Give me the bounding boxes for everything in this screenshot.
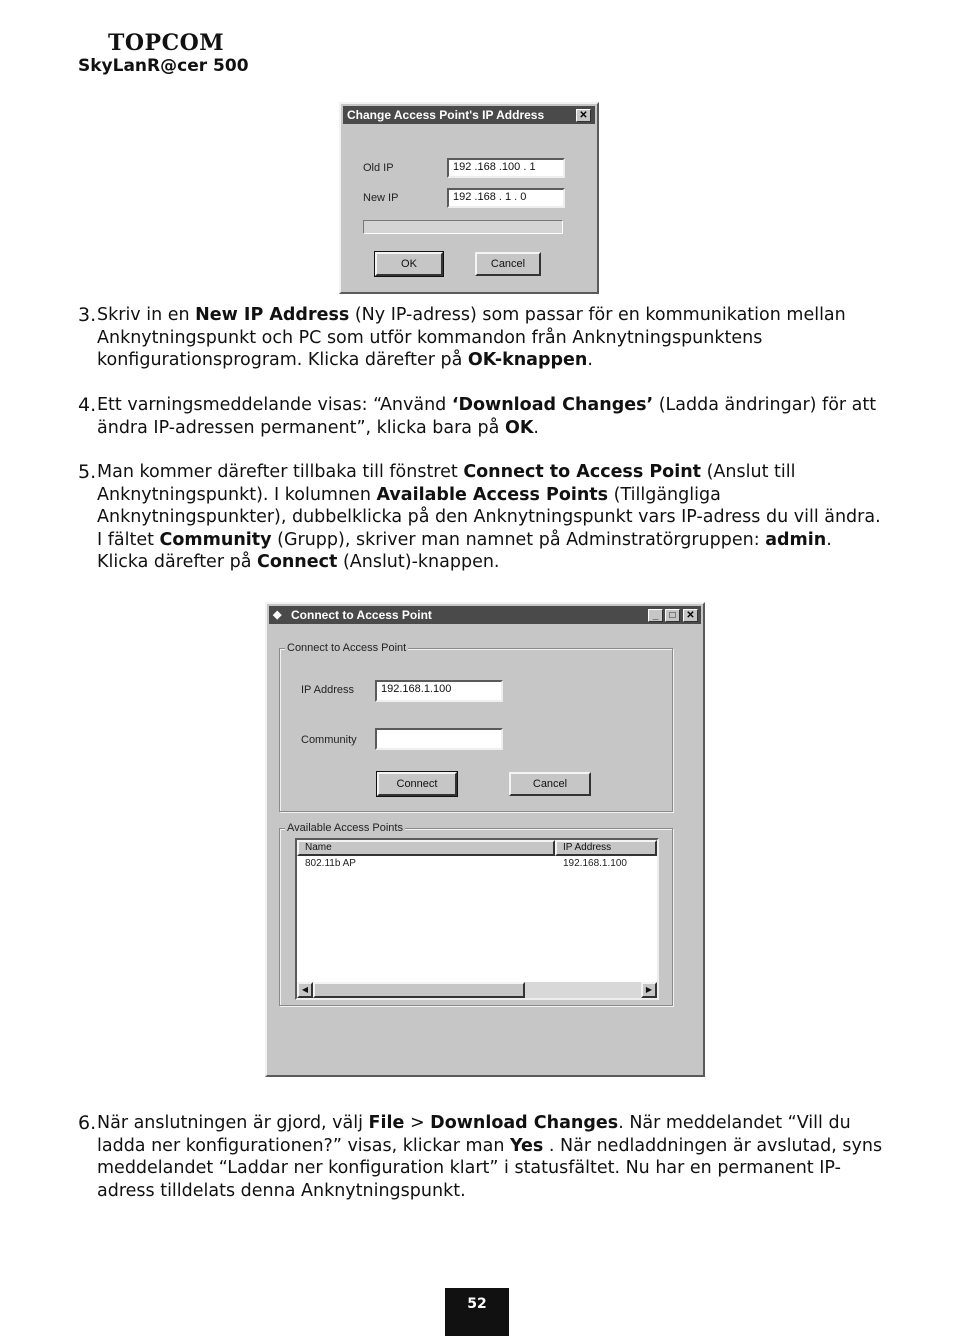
connect-titlebar [269, 606, 701, 624]
change-ip-title: Change Access Point's IP Address [347, 108, 545, 122]
available-ap-group-label: Available Access Points [287, 822, 403, 834]
connect-group-label: Connect to Access Point [287, 642, 407, 654]
column-header-ip[interactable]: IP Address [555, 840, 657, 856]
minimize-icon[interactable]: _ [648, 609, 663, 622]
ok-button[interactable]: OK [375, 252, 443, 276]
close-icon[interactable]: ✕ [576, 109, 591, 122]
step-5 [78, 461, 888, 574]
step-3-text: Skriv in en New IP Address (Ny IP-adress) som passar för en kommunikation mellan Anknytningspunkt och PC som utför kommandon från Anknytningspunktens konfigurationsprogram. Klicka därefter på OK-knappen. [97, 305, 846, 370]
ip-address-field[interactable]: 192.168.1.100 [375, 680, 503, 702]
scroll-left-icon[interactable]: ◀ [297, 982, 313, 998]
step-4 [78, 394, 888, 439]
step-5-number: 5. [78, 461, 97, 483]
change-ip-titlebar [343, 106, 595, 124]
brand-logo: TOPCOM [108, 30, 225, 56]
progress-bar [363, 220, 563, 234]
step-6-text: När anslutningen är gjord, välj File > Download Changes. När meddelandet “Vill du ladda ner konfigurationen?” visas, klickar man Yes . När nedladdningen är avslutad, syns meddelandet “Laddar ner konfiguration klart” i statusfältet. Nu har en permanent IP-adress tilldelats denna Anknytningspunkt. [97, 1113, 883, 1201]
maximize-icon[interactable]: □ [665, 609, 680, 622]
step-4-number: 4. [78, 394, 97, 416]
connect-button[interactable]: Connect [377, 772, 457, 796]
new-ip-label: New IP [363, 192, 399, 204]
step-4-text: Ett varningsmeddelande visas: “Använd ‘Download Changes’ (Ladda ändringar) för att ändra IP-adressen permanent”, klicka bara på OK. [97, 395, 877, 438]
step-6 [78, 1112, 888, 1202]
community-field[interactable] [375, 728, 503, 750]
step-3 [78, 304, 888, 372]
old-ip-field[interactable]: 192 .168 .100 . 1 [447, 158, 565, 178]
connect-title: Connect to Access Point [291, 608, 432, 622]
new-ip-field[interactable]: 192 .168 . 1 . 0 [447, 188, 565, 208]
row-ip: 192.168.1.100 [563, 858, 627, 869]
scroll-thumb[interactable] [313, 982, 525, 998]
ap-list[interactable] [295, 838, 659, 1000]
change-ip-dialog [339, 102, 599, 294]
cancel-button[interactable]: Cancel [475, 252, 541, 276]
scroll-right-icon[interactable]: ▶ [641, 982, 657, 998]
cancel-button[interactable]: Cancel [509, 772, 591, 796]
ip-address-label: IP Address [301, 684, 354, 696]
table-row[interactable] [297, 858, 657, 872]
list-header [297, 840, 657, 856]
horizontal-scrollbar[interactable] [297, 982, 657, 998]
column-header-name[interactable]: Name [297, 840, 555, 856]
product-model: SkyLanR@cer 500 [78, 56, 249, 76]
row-name: 802.11b AP [305, 858, 356, 869]
old-ip-label: Old IP [363, 162, 394, 174]
community-label: Community [301, 734, 357, 746]
connect-dialog [265, 602, 705, 1077]
app-icon: ◆ [273, 609, 282, 621]
step-6-number: 6. [78, 1112, 97, 1134]
step-3-number: 3. [78, 304, 97, 326]
page-number: 52 [445, 1288, 509, 1336]
close-icon[interactable]: ✕ [683, 609, 698, 622]
step-5-text: Man kommer därefter tillbaka till fönstret Connect to Access Point (Anslut till Anknytningspunkt). I kolumnen Available Access Points (Tillgängliga Anknytningspunkter), dubbelklicka på den Anknytningspunkt vars IP-adress du vill ändra. I fältet Community (Grupp), skriver man namnet på Adminstratörgruppen: admin. Klicka därefter på Connect (Anslut)-knappen. [97, 462, 881, 572]
